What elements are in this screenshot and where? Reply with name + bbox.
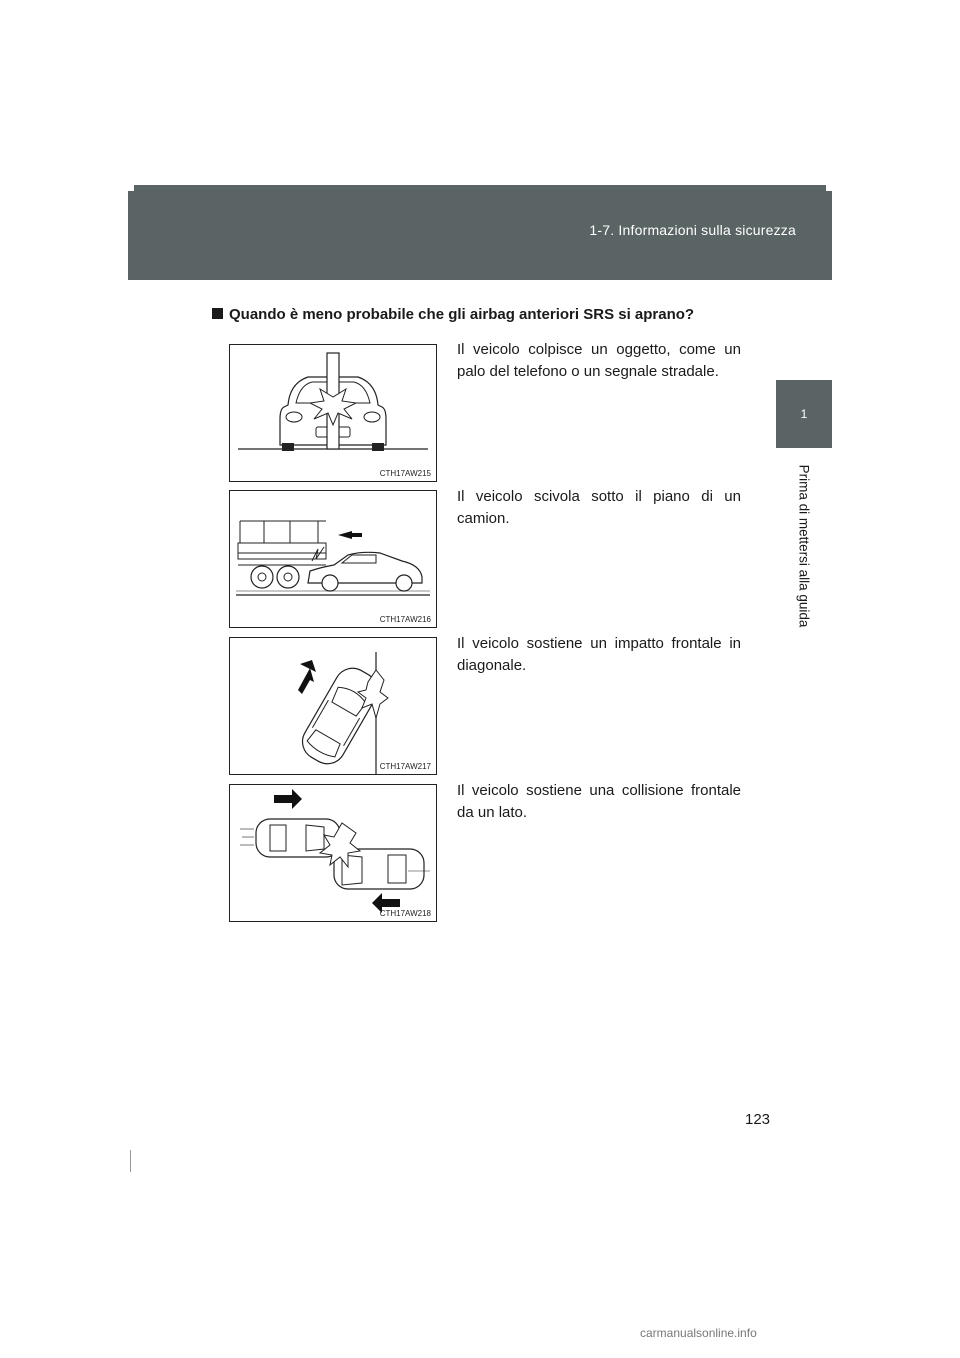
item-description: Il veicolo colpisce un oggetto, come un palo del telefono o un segnale stradale. bbox=[457, 341, 741, 380]
diagonal-impact-illustration bbox=[230, 638, 436, 774]
chapter-label: Prima di mettersi alla guida bbox=[796, 464, 812, 628]
crop-mark bbox=[130, 1150, 131, 1172]
watermark: carmanualsonline.info bbox=[640, 1326, 757, 1340]
bullet-square-icon bbox=[212, 308, 223, 319]
header-corner-right bbox=[826, 185, 832, 191]
figure-diagonal-impact bbox=[229, 637, 437, 775]
chapter-number: 1 bbox=[800, 407, 808, 421]
header-corner-left bbox=[128, 185, 134, 191]
figure-offset-collision bbox=[229, 784, 437, 922]
section-title: 1-7. Informazioni sulla sicurezza bbox=[589, 222, 796, 238]
page-number: 123 bbox=[745, 1111, 771, 1128]
truck-underride-illustration bbox=[230, 491, 436, 627]
figure-code: CTH17AW216 bbox=[379, 615, 431, 624]
pole-impact-illustration bbox=[230, 345, 436, 481]
figure-pole-impact bbox=[229, 344, 437, 482]
section-heading-text: Quando è meno probabile che gli airbag anteriori SRS si aprano? bbox=[229, 306, 695, 323]
section-heading bbox=[212, 306, 694, 323]
figure-code: CTH17AW218 bbox=[379, 909, 431, 918]
figure-code: CTH17AW217 bbox=[379, 762, 431, 771]
figure-code: CTH17AW215 bbox=[379, 469, 431, 478]
item-description: Il veicolo sostiene un impatto frontale in diagonale. bbox=[457, 635, 741, 674]
figure-truck-underride bbox=[229, 490, 437, 628]
offset-collision-illustration bbox=[230, 785, 436, 921]
chapter-tab bbox=[776, 380, 832, 448]
item-description: Il veicolo sostiene una collisione frontale da un lato. bbox=[457, 782, 741, 821]
item-description: Il veicolo scivola sotto il piano di un camion. bbox=[457, 488, 741, 527]
header-band bbox=[128, 185, 832, 280]
